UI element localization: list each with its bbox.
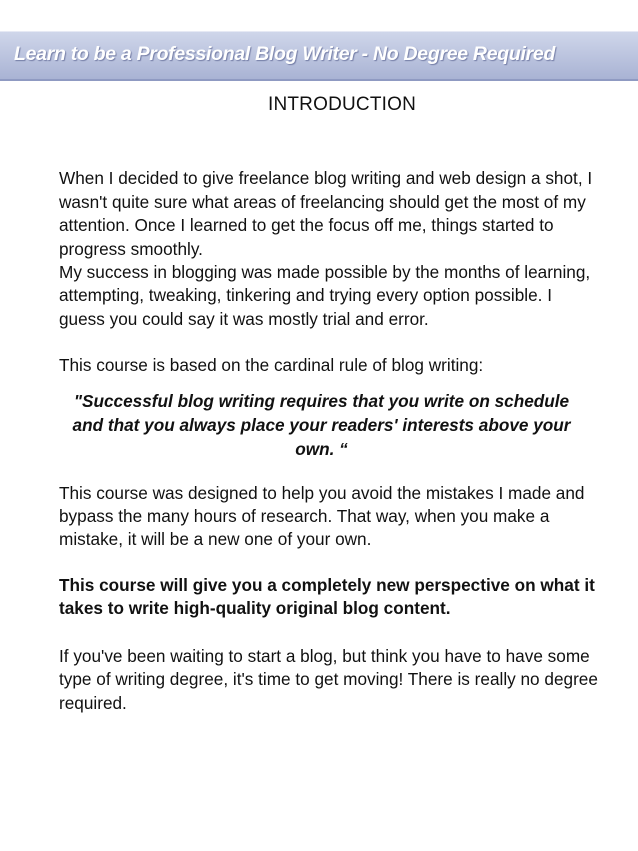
banner-title: Learn to be a Professional Blog Writer - No Degree Required [14, 43, 556, 65]
paragraph-perspective: This course will give you a completely new perspective on what it takes to write high-quality original blog content. [59, 574, 595, 619]
document-body [59, 93, 599, 715]
paragraph-course-design: This course was designed to help you avoid the mistakes I made and bypass the many hours of research. That way, when you make a mistake, it will be a new one of your own. [59, 482, 585, 550]
paragraph-cardinal-rule: This course is based on the cardinal rule of blog writing: [59, 355, 484, 376]
paragraph-intro: When I decided to give freelance blog writing and web design a shot, I wasn't quite sure what areas of freelancing should get the most of my attention. Once I learned to get the focus off me, things started to progress smoothly. [59, 168, 593, 259]
paragraph-success: My success in blogging was made possible by the months of learning, attempting, tweaking, tinkering and trying every option possible. I guess you could say it was mostly trial and error. [59, 262, 591, 329]
section-heading: INTRODUCTION [267, 94, 417, 115]
header-banner [0, 31, 638, 81]
quote-block: "Successful blog writing requires that you write on schedule and that you always place your readers' interests above your own. “ [72, 390, 571, 459]
paragraph-closing: If you've been waiting to start a blog, but think you have to have some type of writing degree, it's time to get moving! There is really no degree required. [59, 645, 598, 713]
